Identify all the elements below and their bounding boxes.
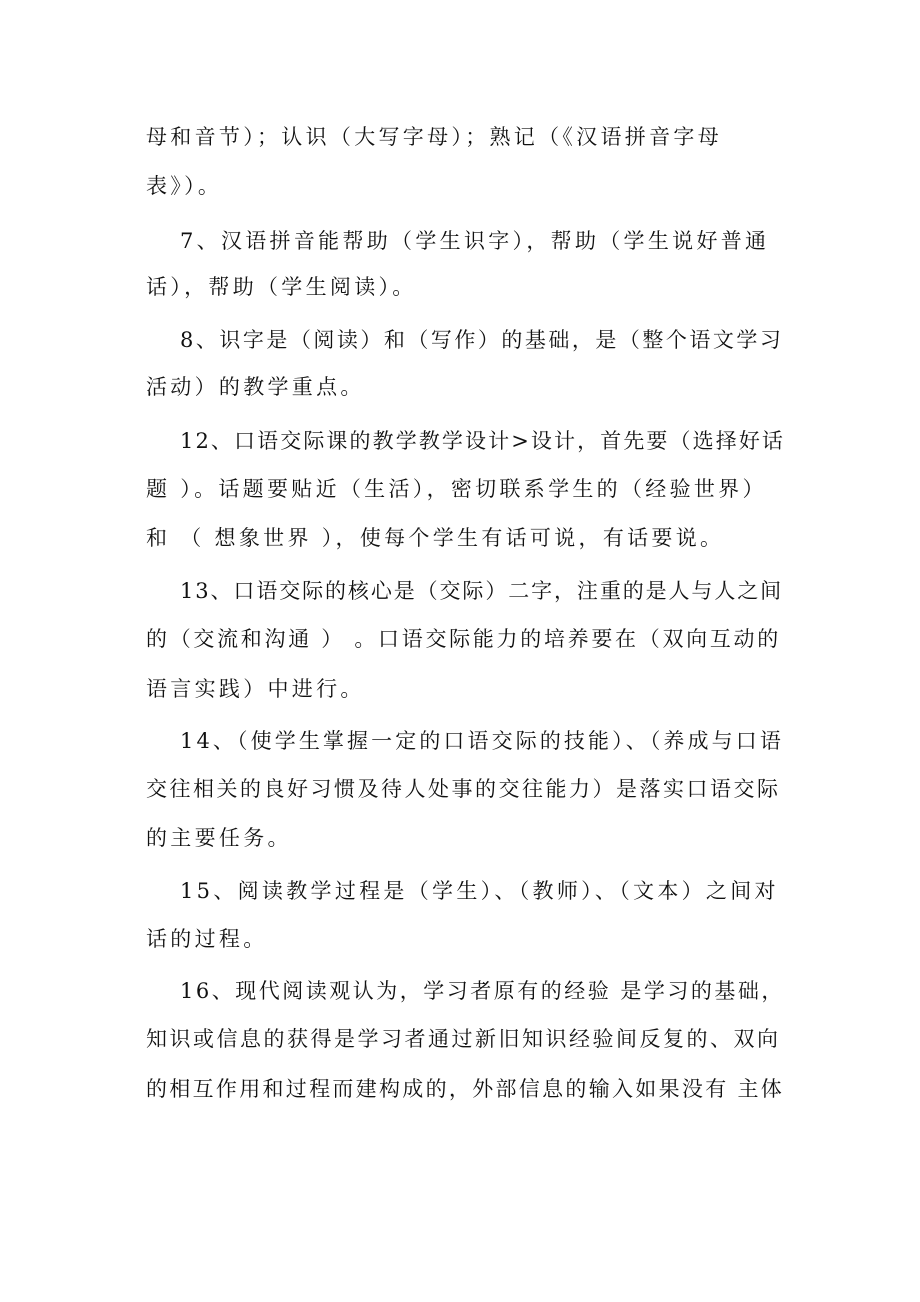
text-line: 表》）。 — [146, 174, 223, 198]
text-line: 知识或信息的获得是学习者通过新旧知识经验间反复的、双向 — [146, 1027, 781, 1051]
text-line: 8、识字是（阅读）和（写作）的基础，是（整个语文学习 — [180, 328, 784, 352]
text-line: 16、现代阅读观认为，学习者原有的经验 是学习的基础， — [180, 979, 785, 1003]
text-line: 12、口语交际课的教学教学设计>设计，首先要（选择好话 — [180, 429, 786, 453]
text-line: 的（交流和沟通 ） 。口语交际能力的培养要在（双向互动的 — [146, 627, 781, 651]
text-line: 语言实践）中进行。 — [146, 677, 365, 701]
text-line: 的主要任务。 — [146, 826, 292, 850]
text-line: 交往相关的良好习惯及待人处事的交往能力）是落实口语交际 — [146, 777, 781, 801]
text-line: 14、（使学生掌握一定的口语交际的技能）、（养成与口语 — [180, 729, 784, 753]
text-line: 活动）的教学重点。 — [146, 375, 365, 399]
text-line: 15、阅读教学过程是（学生）、（教师）、（文本）之间对 — [180, 879, 779, 903]
text-line: 话），帮助（学生阅读）。 — [146, 275, 417, 299]
text-line: 话的过程。 — [146, 927, 268, 951]
text-line: 13、口语交际的核心是（交际）二字，注重的是人与人之间 — [180, 579, 784, 603]
text-line: 题 ）。话题要贴近（生活），密切联系学生的（经验世界） — [146, 477, 767, 501]
text-line: 的相互作用和过程而建构成的，外部信息的输入如果没有 主体 — [146, 1077, 785, 1101]
text-line: 7、汉语拼音能帮助（学生识字），帮助（学生说好普通 — [180, 229, 770, 253]
text-line: 母和音节）；认识（大写字母）；熟记（《汉语拼音字母 — [146, 125, 722, 149]
text-line: 和 （ 想象世界 ），使每个学生有话可说，有话要说。 — [146, 526, 725, 550]
